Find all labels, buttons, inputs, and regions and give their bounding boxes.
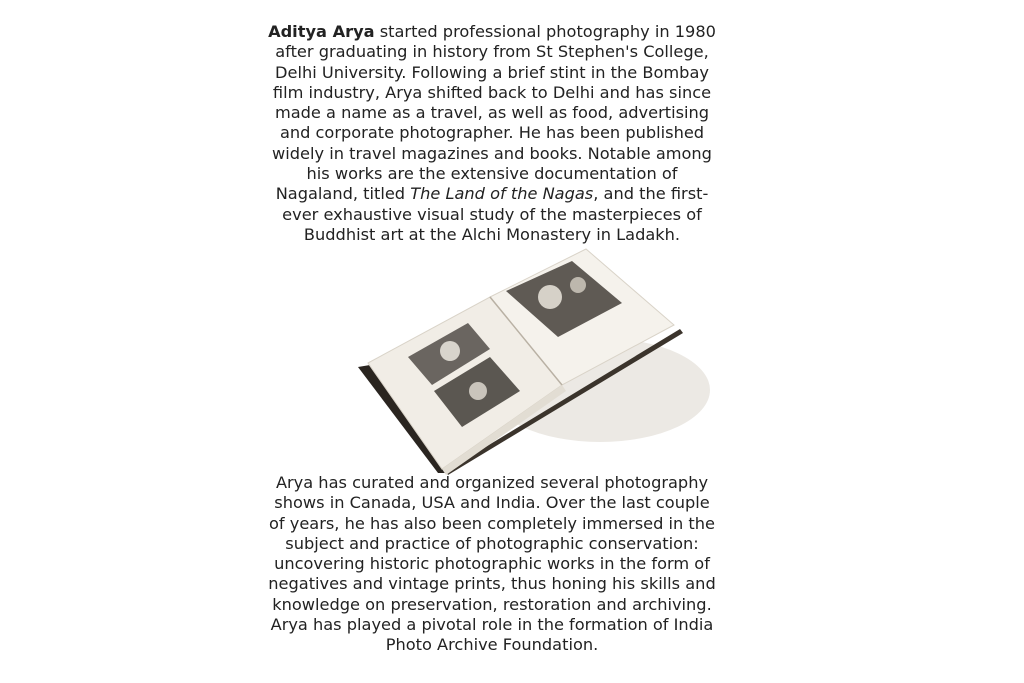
bio-line: of years, he has also been completely immersed in the	[269, 513, 715, 533]
bio-line: and corporate photographer. He has been published	[279, 123, 705, 143]
photo-detail	[570, 277, 586, 293]
book-title: The Land of the Nagas	[410, 184, 594, 204]
bio-line: started professional photography in 1980	[374, 22, 716, 41]
bio-line: Photo Archive Foundation.	[385, 635, 599, 655]
bio-line: Delhi University. Following a brief stint in the Bombay	[275, 62, 709, 82]
bio-line: Arya has played a pivotal role in the formation of India	[270, 615, 714, 635]
bio-paragraph-bottom	[232, 473, 752, 656]
photographer-name: Aditya Arya	[268, 22, 375, 41]
bio-line: film industry, Arya shifted back to Delhi and has since	[272, 82, 712, 102]
bio-line: Buddhist art at the Alchi Monastery in Ladakh.	[303, 224, 681, 244]
photo-detail	[538, 285, 562, 309]
bio-line: made a name as a travel, as well as food, advertising	[274, 103, 710, 123]
bio-line: subject and practice of photographic conservation:	[285, 533, 699, 553]
bio-line: his works are the extensive documentation of	[306, 164, 678, 184]
bio-line: Nagaland, titled	[275, 184, 411, 204]
bio-line: after graduating in history from St Stephen's College,	[275, 42, 709, 62]
bio-line: Arya has curated and organized several photography	[275, 473, 709, 492]
photo-detail	[440, 341, 460, 361]
bio-line: negatives and vintage prints, thus honing his skills and	[268, 574, 716, 594]
bio-line: shows in Canada, USA and India. Over the last couple	[274, 493, 710, 513]
bio-paragraph-top	[232, 22, 752, 245]
bio-line: uncovering historic photographic works in the form of	[274, 554, 710, 574]
bio-line: widely in travel magazines and books. Notable among	[272, 143, 712, 163]
bio-line: , and the first-	[593, 184, 709, 204]
bio-line: knowledge on preservation, restoration and archiving.	[272, 594, 712, 614]
open-photo-book-image	[350, 245, 710, 475]
photo-detail	[469, 382, 487, 400]
bio-line: ever exhaustive visual study of the masterpieces of	[282, 204, 702, 224]
